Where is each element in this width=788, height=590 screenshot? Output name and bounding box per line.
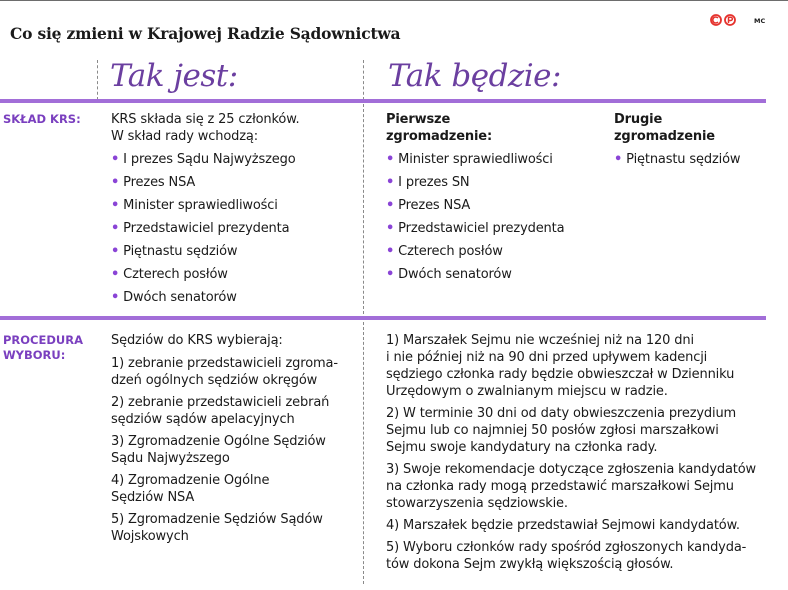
list-item: 5) Zgromadzenie Sędziów Sądów Wojskowych <box>111 512 323 544</box>
sklad-intro-line: W skład rady wchodzą: <box>111 129 258 144</box>
sklad-intro-line: KRS składa się z 25 członków. <box>111 112 300 127</box>
list-item: • Dwóch senatorów <box>386 267 512 282</box>
list-item: • Prezes NSA <box>386 198 471 213</box>
column-divider <box>97 60 98 100</box>
second-assembly-title: Drugie <box>614 112 663 127</box>
bullet-icon: • <box>111 221 120 236</box>
list-item: 2) W terminie 30 dni od daty obwieszczenia prezydium Sejmu lub co najmniej 50 posłów zgłosi marszałkowi Sejmu swoje kandydatury na członka rady. <box>386 406 737 455</box>
list-item: • Czterech posłów <box>111 267 228 282</box>
bullet-icon: • <box>386 152 395 167</box>
first-assembly <box>386 111 564 289</box>
list-item: 4) Zgromadzenie Ogólne Sędziów NSA <box>111 473 270 505</box>
section-label-sklad: SKŁAD KRS: <box>3 112 81 126</box>
bullet-icon: • <box>111 267 120 282</box>
list-item: • I prezes SN <box>386 175 470 190</box>
bullet-icon: • <box>386 175 395 190</box>
first-assembly-title: Pierwsze <box>386 112 451 127</box>
list-item: 1) Marszałek Sejmu nie wcześniej niż na 120 dni i nie później niż na 90 dni przed upływem kadencji sędziego członka rady będzie obwieszczał w Dzienniku Urzędowym o zwalnianym miejscu w radzie. <box>386 333 735 399</box>
author-initials: MC <box>754 17 766 25</box>
list-item: • Przedstawiciel prezydenta <box>386 221 565 236</box>
list-item: • I prezes Sądu Najwyższego <box>111 152 296 167</box>
column-divider <box>363 104 364 314</box>
page-title: Co się zmieni w Krajowej Radzie Sądownictwa <box>10 24 401 43</box>
publisher-logo-icon <box>710 14 740 26</box>
bullet-icon: • <box>111 244 120 259</box>
first-assembly-title: zgromadzenie: <box>386 129 492 144</box>
list-item: • Piętnastu sędziów <box>614 152 741 167</box>
procedura-future <box>386 332 756 578</box>
list-item: • Prezes NSA <box>111 175 196 190</box>
list-item: • Minister sprawiedliwości <box>111 198 278 213</box>
list-item: • Przedstawiciel prezydenta <box>111 221 290 236</box>
list-item: 3) Swoje rekomendacje dotyczące zgłoszenia kandydatów na członka rady mogą przedstawić marszałkowi Sejmu stowarzyszenia sędziowskie. <box>386 462 757 511</box>
section-rule-sklad <box>0 99 766 103</box>
bullet-icon: • <box>111 152 120 167</box>
procedura-current <box>111 332 338 550</box>
procedura-current-list <box>111 355 338 545</box>
header-future: Tak będzie: <box>388 58 561 94</box>
second-assembly-list <box>614 151 740 174</box>
list-item: • Piętnastu sędziów <box>111 244 238 259</box>
list-item: • Dwóch senatorów <box>111 290 237 305</box>
column-divider <box>363 60 364 100</box>
first-assembly-list <box>386 151 564 289</box>
bullet-icon: • <box>111 198 120 213</box>
section-rule-procedura <box>0 316 766 320</box>
bullet-icon: • <box>111 175 120 190</box>
list-item: • Minister sprawiedliwości <box>386 152 553 167</box>
bullet-icon: • <box>111 290 120 305</box>
column-divider <box>363 322 364 584</box>
bullet-icon: • <box>386 221 395 236</box>
list-item: 3) Zgromadzenie Ogólne Sędziów Sądu Najwyższego <box>111 434 326 466</box>
bullet-icon: • <box>386 198 395 213</box>
header-current: Tak jest: <box>110 58 238 94</box>
sklad-current <box>111 111 300 312</box>
procedura-intro: Sędziów do KRS wybierają: <box>111 333 283 348</box>
procedura-future-list <box>386 332 756 573</box>
bullet-icon: • <box>614 152 623 167</box>
second-assembly-title: zgromadzenie <box>614 129 715 144</box>
sklad-current-list <box>111 151 300 312</box>
list-item: • Czterech posłów <box>386 244 503 259</box>
list-item: 4) Marszałek będzie przedstawiał Sejmowi kandydatów. <box>386 518 740 533</box>
bullet-icon: • <box>386 244 395 259</box>
list-item: 1) zebranie przedstawicieli zgroma- dzeń ogólnych sędziów okręgów <box>111 356 338 388</box>
top-border <box>0 0 788 1</box>
second-assembly <box>614 111 740 174</box>
list-item: 2) zebranie przedstawicieli zebrań sędziów sądów apelacyjnych <box>111 395 330 427</box>
bullet-icon: • <box>386 267 395 282</box>
list-item: 5) Wyboru członków rady spośród zgłoszonych kandyda- tów dokona Sejm zwykłą większością głosów. <box>386 540 747 572</box>
section-label-procedura: PROCEDURA WYBORU: <box>3 333 83 362</box>
